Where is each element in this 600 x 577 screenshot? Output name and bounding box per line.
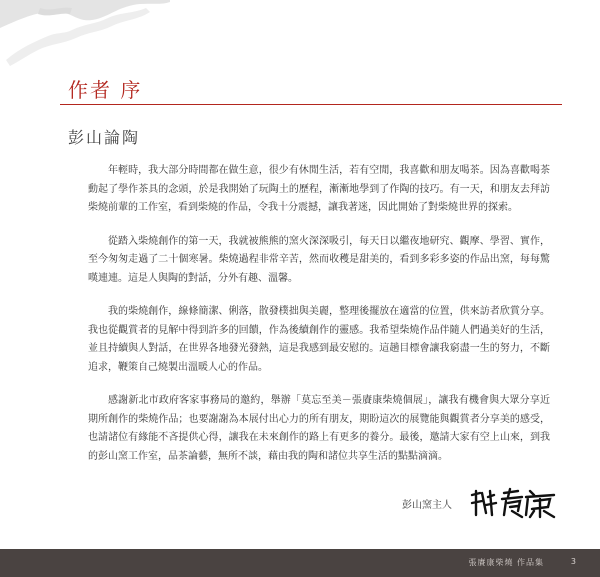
title-underline [60,104,562,105]
signature-title: 彭山窯主人 [402,499,452,511]
essay-paragraph-4: 感謝新北市政府客家事務局的邀約，舉辦「莫忘至美－張賡康柴燒個展」，讓我有機會與大眾分享近期所創作的柴燒作品；也要謝謝為本展付出心力的所有朋友，期盼這次的展覽能與觀賞者分享美的感受，也請諸位有緣能不吝提供心得，讓我在未來創作的路上有更多的養分。最後，邀請大家有空上山來，到我的彭山窯工作室，品茶論藝，無所不談，藉由我的陶和諸位共享生活的點點滴滴。 [88,395,550,462]
brush-stroke-decoration [0,0,170,70]
page-footer [0,549,600,577]
section-title: 作者 序 [68,78,143,102]
essay-subheading: 彭山論陶 [68,128,141,147]
essay-paragraph-3: 我的柴燒創作，線條簡潔、俐落，散發樸拙與美麗，整理後擺放在適當的位置，供來訪者欣賞分享。我也從觀賞者的見解中得到許多的回饋，作為後續創作的靈感。我希望柴燒作品伴隨人們過美好的生活，並且持續與人對話，在世界各地發光發熱，這是我感到最安慰的。這趟目標會讓我窮盡一生的努力，不斷追求，鞭策自己燒製出溫暖人心的作品。 [88,306,550,373]
page-number: 3 [570,557,576,566]
essay-body [88,162,550,481]
footer-publication-title: 張賡康柴燒 作品集 [468,558,544,567]
essay-paragraph-2: 從踏入柴燒創作的第一天，我就被熊熊的窯火深深吸引，每天日以繼夜地研究、觀摩、學習、實作，至今匆匆走過了二十個寒暑。柴燒過程非常辛苦，然而收穫是甜美的，看到多彩多姿的作品出窯，每每驚嘆連連。這是人與陶的對話，分外有趣、溫馨。 [88,235,550,284]
essay-paragraph-1: 年輕時，我大部分時間都在做生意，很少有休閒生活，若有空閒，我喜歡和朋友喝茶。因為喜歡喝茶動起了學作茶具的念頭，於是我開始了玩陶土的歷程，漸漸地學到了作陶的技巧。有一天，和朋友去拜訪柴燒前輩的工作室，看到柴燒的作品，令我十分震撼，讓我著迷，因此開始了對柴燒世界的探索。 [88,165,550,213]
author-signature-block [402,487,560,519]
handwritten-signature [468,487,560,519]
